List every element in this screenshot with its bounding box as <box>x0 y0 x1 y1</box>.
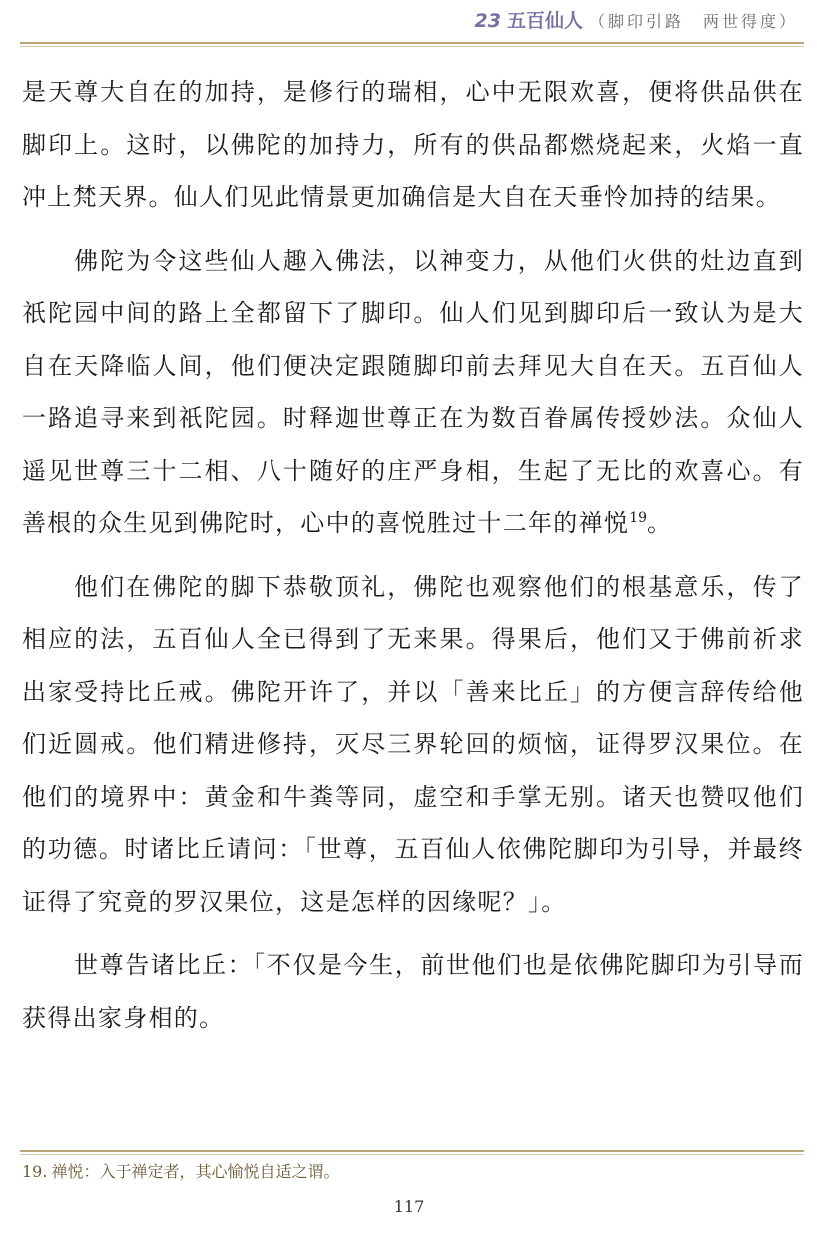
paragraph-3-text: 他们在佛陀的脚下恭敬顶礼，佛陀也观察他们的根基意乐，传了相应的法，五百仙人全已得到了无来果。得果后，他们又于佛前祈求出家受持比丘戒。佛陀开许了，并以「善来比丘」的方便言辞传给他们近圆戒。他们精进修持，灭尽三界轮回的烦恼，证得罗汉果位。在他们的境界中：黄金和牛粪等同，虚空和手掌无别。诸天也赞叹他们的功德。时诸比丘请问：「世尊，五百仙人依佛陀脚印为引导，并最终证得了究竟的罗汉果位，这是怎样的因缘呢？」。 <box>22 572 804 916</box>
page-number: 117 <box>393 1197 425 1216</box>
chapter-number: 23 <box>474 10 501 32</box>
footnote-text: 禅悦：入于禅定者，其心愉悦自适之谓。 <box>51 1162 340 1181</box>
body-text <box>22 66 804 1055</box>
footnote <box>22 1160 782 1184</box>
paragraph-2 <box>22 235 804 550</box>
paragraph-3 <box>22 561 804 929</box>
footnote-reference[interactable]: 19 <box>629 510 648 526</box>
header-rule <box>20 42 804 47</box>
paragraph-1 <box>22 66 804 224</box>
chapter-subtitle: （脚印引路 两世得度） <box>588 12 798 31</box>
paragraph-2-text: 佛陀为令这些仙人趣入佛法，以神变力，从他们火供的灶边直到祇陀园中间的路上全都留下了脚印。仙人们见到脚印后一致认为是大自在天降临人间，他们便决定跟随脚印前去拜见大自在天。五百仙人一路追寻来到祇陀园。时释迦世尊正在为数百眷属传授妙法。众仙人遥见世尊三十二相、八十随好的庄严身相，生起了无比的欢喜心。有善根的众生见到佛陀时，心中的喜悦胜过十二年的禅悦 <box>22 246 804 537</box>
footnote-rule <box>20 1150 804 1155</box>
chapter-title: 五百仙人 <box>506 10 583 32</box>
footnote-number: 19. <box>22 1162 48 1181</box>
paragraph-4-text: 世尊告诸比丘：「不仅是今生，前世他们也是依佛陀脚印为引导而获得出家身相的。 <box>22 951 804 1032</box>
running-header <box>475 6 798 36</box>
paragraph-2-tail: 。 <box>647 509 673 537</box>
paragraph-4 <box>22 939 804 1044</box>
paragraph-1-text: 是天尊大自在的加持，是修行的瑞相，心中无限欢喜，便将供品供在脚印上。这时，以佛陀的加持力，所有的供品都燃烧起来，火焰一直冲上梵天界。仙人们见此情景更加确信是大自在天垂怜加持的结果。 <box>22 78 804 211</box>
